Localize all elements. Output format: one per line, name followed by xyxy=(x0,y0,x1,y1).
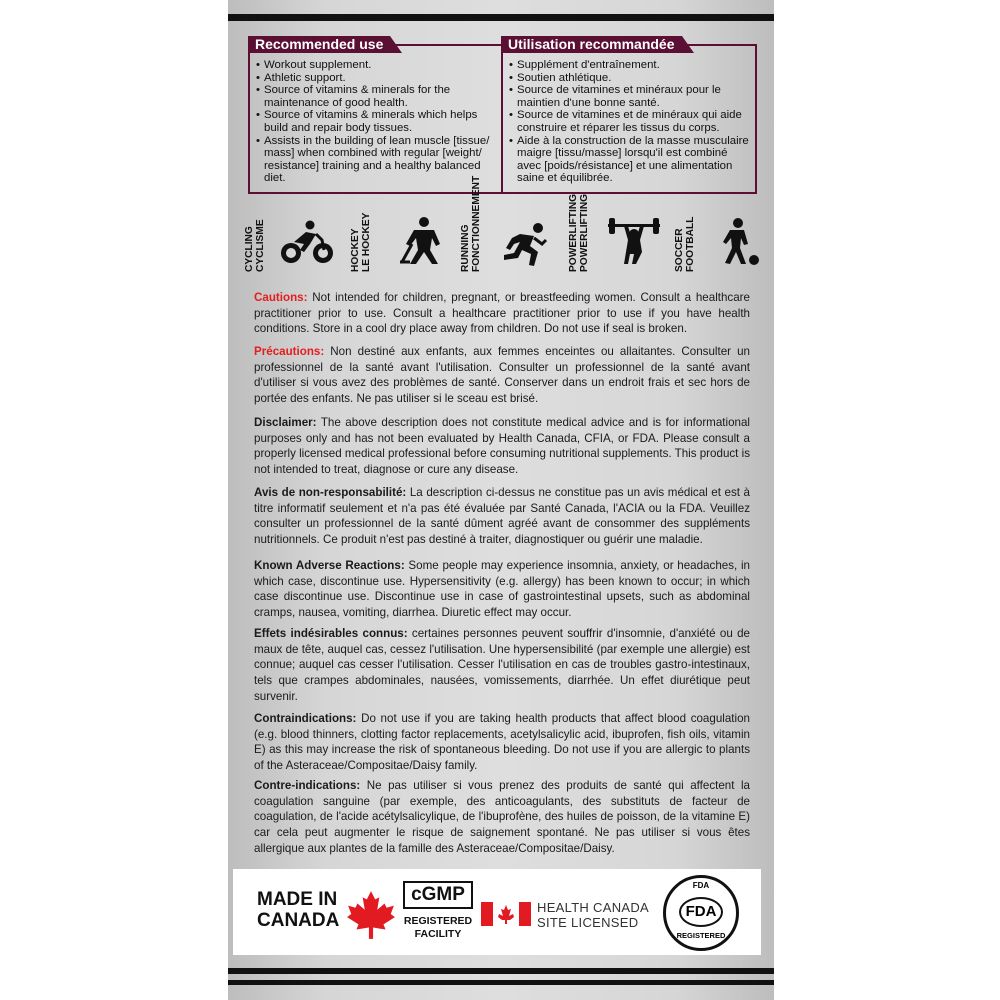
effets-label: Effets indésirables connus: xyxy=(254,627,408,640)
recommended-use-en-list xyxy=(256,59,492,185)
made-in-canada-badge xyxy=(257,889,339,931)
hockey-icon xyxy=(398,216,450,266)
recommended-use-fr-list xyxy=(509,59,749,185)
contraindications-label: Contraindications: xyxy=(254,712,357,725)
certification-badges xyxy=(233,869,761,955)
sport-powerlifting xyxy=(568,193,664,272)
sport-running xyxy=(460,175,550,272)
list-item: • Assists in the building of lean muscle [tissue/ mass] when combined with regular [weight/ resistance] training and a healthy balanced diet. xyxy=(256,135,492,185)
adverse-reactions-text: Some people may experience insomnia, anxiety, or headaches, in which case, discontinue use. Hypersensitivity (e.g. allergy) has been known to occur; in which case discontinue use. Discontinue use in case of gastrointestinal upsets, such as abdominal cramps, nausea, vomiting, diarrhea. Diuretic effect may occur. xyxy=(254,559,750,620)
fda-registered-text: REGISTERED xyxy=(676,931,726,940)
facility-text: FACILITY xyxy=(414,928,462,940)
bottom-stripe-2 xyxy=(228,980,774,985)
canada-text: CANADA xyxy=(257,910,340,931)
avis-label: Avis de non-responsabilité: xyxy=(254,486,407,499)
product-label-panel xyxy=(228,0,774,1000)
contre-indications-paragraph xyxy=(254,778,750,857)
cautions-text: Not intended for children, pregnant, or breastfeeding women. Consult a healthcare practitioner prior to use. Consult a healthcare practitioner prior to use if you have health conditions. Store in a cool dry place away from children. Do not use if seal is broken. xyxy=(254,291,750,336)
fda-registered-seal xyxy=(663,875,739,951)
soccer-icon xyxy=(718,218,760,266)
fda-mid-text: FDA xyxy=(679,897,723,927)
list-item: • Supplément d'entraînement. xyxy=(509,59,749,72)
sport-hockey xyxy=(350,206,452,272)
sport-cycling xyxy=(244,206,336,272)
precautions-label: Précautions: xyxy=(254,345,325,358)
list-item: • Workout supplement. xyxy=(256,59,492,72)
running-icon xyxy=(500,222,550,268)
recommended-use-fr-title: Utilisation recommandée xyxy=(501,36,682,53)
list-item: • Source de vitamines et minéraux pour le maintien d'une bonne santé. xyxy=(509,84,749,109)
contraindications-text: Do not use if you are taking health products that affect blood coagulation (e.g. blood thinners, clotting factor replacements, acetylsalicylic acid, ibuprofen, fish oils, vitamin E) as this may increase the risk of spontaneous bleeding. Do not use if you are allergic to plants of the Asteraceae/Compositae/Daisy family. xyxy=(254,712,750,773)
sport-caption: RUNNING FONCTIONNEMENT xyxy=(460,175,482,272)
disclaimer-paragraph xyxy=(254,415,750,478)
made-in-text: MADE IN xyxy=(257,889,338,910)
disclaimer-label: Disclaimer: xyxy=(254,416,317,429)
list-item: • Source de vitamines et de minéraux qui aide construire et réparer les tissus du corps. xyxy=(509,109,749,134)
site-licensed-text: SITE LICENSED xyxy=(537,915,639,930)
cgmp-text: cGMP xyxy=(403,881,473,909)
list-item: • Soutien athlétique. xyxy=(509,72,749,85)
adverse-reactions-paragraph xyxy=(254,558,750,621)
registered-text: REGISTERED xyxy=(403,915,473,927)
fda-top-text: FDA xyxy=(692,881,710,890)
sport-soccer xyxy=(674,206,764,272)
canada-flag-icon xyxy=(481,902,531,926)
list-item: • Athletic support. xyxy=(256,72,492,85)
top-stripe xyxy=(228,14,774,21)
list-item: • Source of vitamins & minerals which helps build and repair body tissues. xyxy=(256,109,492,134)
cycling-icon xyxy=(280,220,334,264)
effets-paragraph xyxy=(254,626,750,705)
list-item: • Source of vitamins & minerals for the maintenance of good health. xyxy=(256,84,492,109)
health-canada-badge xyxy=(537,900,649,930)
sport-caption: CYCLING CYCLISME xyxy=(244,219,266,272)
contre-indications-text: Ne pas utiliser si vous prenez des produits de santé qui affectent la coagulation sanguine (par exemple, des anticoagulants, des substituts de facteur de coagulation, de l'acide acétylsalicylique, de l'ibuprofène, des huiles de poisson, de la vitamine E) car cela peut augmenter le risque de saignement spontané. Ne pas utiliser si vous êtes allergique aux plantes de la famille des Asteraceae/Compositae/Daisy. xyxy=(254,779,750,855)
sport-caption: SOCCER FOOTBALL xyxy=(674,216,696,272)
cgmp-badge xyxy=(401,881,475,941)
precautions-text: Non destiné aux enfants, aux femmes enceintes ou allaitantes. Consulter un professionnel de la santé avant l'utilisation. Consulter un professionnel de la santé avant d'utiliser si vous avez des problèmes de santé. Conserver dans un endroit frais et sec hors de portée des enfants. Ne pas utiliser si le sceau est brisé. xyxy=(254,345,750,406)
precautions-paragraph xyxy=(254,344,750,407)
list-item: • Aide à la construction de la masse musculaire maigre [tissu/masse] lorsqu'il est combiné avec [poids/résistance] et une alimentation saine et équilibrée. xyxy=(509,135,749,185)
maple-leaf-icon xyxy=(345,889,397,941)
health-canada-text: HEALTH CANADA xyxy=(537,900,650,915)
cautions-label: Cautions: xyxy=(254,291,308,304)
contraindications-paragraph xyxy=(254,711,750,774)
sport-caption: POWERLIFTING POWERLIFTING xyxy=(568,193,590,272)
avis-text: La description ci-dessus ne constitue pas un avis médical et est à titre informatif seulement et n'a pas été évaluée par Santé Canada, l'ACIA ou la FDA. Veuillez consulter un professionnel de la santé dûment agréé avant de consommer des suppléments nutritionnels. Ce produit n'est pas destiné à traiter, diagnostiquer ou guérir une maladie. xyxy=(254,486,751,547)
powerlifting-icon xyxy=(606,216,662,266)
cautions-paragraph xyxy=(254,290,750,337)
adverse-reactions-label: Known Adverse Reactions: xyxy=(254,559,405,572)
avis-paragraph xyxy=(254,485,750,548)
disclaimer-text: The above description does not constitute medical advice and is for informational purposes only and has not been evaluated by Health Canada, CFIA, or FDA. Please consult a properly licensed medical professional before consuming nutritional supplements. This product is not intended to treat, diagnose or cure any disease. xyxy=(254,416,751,477)
sport-caption: HOCKEY LE HOCKEY xyxy=(350,212,372,272)
effets-text: certaines personnes peuvent souffrir d'insomnie, d'anxiété ou de maux de tête, auquel cas, cessez l'utilisation. Une hypersensibilité (par exemple une allergie) est connue; auquel cas cesser l'utilisation. Cesser l'utilisation en cas de troubles gastro-intestinaux, tels que crampes abdominales, nausées, vomissements, diarrhée. Un effet diurétique peut survenir. xyxy=(254,627,750,703)
bottom-stripe xyxy=(228,968,774,974)
recommended-use-en-title: Recommended use xyxy=(248,36,390,53)
contre-indications-label: Contre-indications: xyxy=(254,779,361,792)
